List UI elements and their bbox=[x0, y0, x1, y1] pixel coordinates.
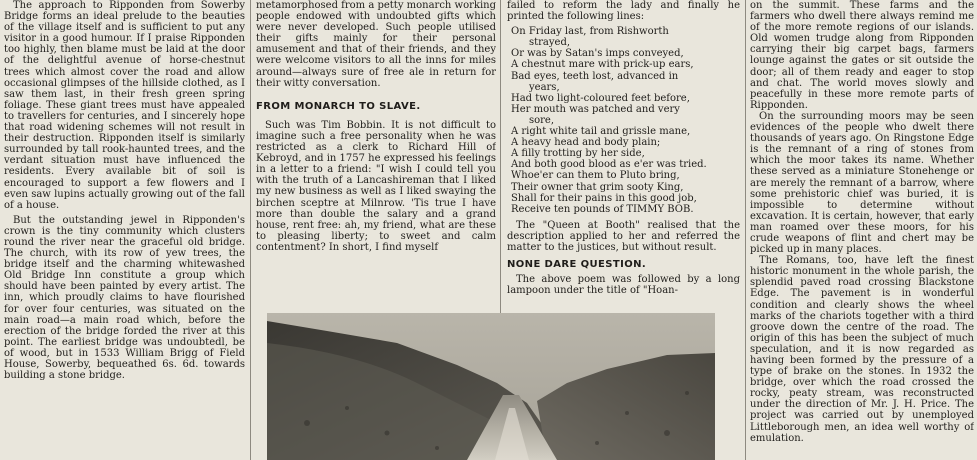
poem-line: years, bbox=[529, 81, 560, 93]
column-divider bbox=[250, 0, 251, 460]
section-heading: FROM MONARCH TO SLAVE. bbox=[256, 100, 421, 112]
poem-line: And both good blood as e'er was tried. bbox=[511, 159, 707, 171]
col2-paragraph: metamorphosed from a petty monarch working people endowed with undoubted gifts which were never developed. Such people utilised their gifts mainly for their personal amusement and that of their friends, and they were welcome visitors to all the inns for miles around—always sure of free ale in return for their witty conversation. bbox=[256, 0, 496, 89]
poem-line: A chestnut mare with prick-up ears, bbox=[511, 59, 694, 71]
moorland-photograph bbox=[267, 313, 715, 460]
poem-line: strayed, bbox=[529, 37, 571, 49]
col2-paragraph: Such was Tim Bobbin. It is not difficult to imagine such a free personality when he was restricted as a clerk to Richard Hill of Kebroyd, and in 1757 he expressed his feelings in a letter to a friend: "I wish I could tell you with the truth of a Lancashireman that I liked my new business as well as I liked swaying the birchen sceptre at Milnrow. 'Tis true I have more than double the salary and a grand house, rent free: ah, my friend, what are these to pleasing liberty; to sweet and calm contentment? In short, I find myself bbox=[256, 119, 496, 253]
column-divider bbox=[500, 0, 501, 313]
poem-line: sore, bbox=[529, 114, 555, 126]
col4-paragraph: The Romans, too, have left the finest historic monument in the whole parish, the splendid paved road crossing Blackstone Edge. The pavement is in wonderful condition and clearly shows the wheel marks of the chariots together with a third groove down the centre of the road. The origin of this has been the subject of much speculation, and it is now regarded as having been formed by the pressure of a type of brake on the stones. In 1932 the bridge, over which the road crossed the rocky, peaty stream, was reconstructed under the direction of Mr. J. H. Price. The project was carried out by unemployed Littleborough men, an idea well worthy of emulation. bbox=[750, 255, 974, 444]
col3-paragraph: The above poem was followed by a long lampoon under the title of "Hoan- bbox=[507, 274, 740, 297]
poem-line: A heavy head and body plain; bbox=[511, 137, 661, 149]
col4-paragraph: on the summit. These farms and the farmers who dwell there always remind me of the more remote regions of our islands. Old women trudge along from Ripponden carrying their big carpet bags, farmers lounge against the gates or sit outside the door; all of them ready and eager to stop and chat. The world moves slowly and peacefully in these more remote parts of Ripponden. bbox=[750, 0, 974, 111]
column-1 bbox=[4, 0, 245, 460]
poem-line: Their owner that grim sooty King, bbox=[511, 181, 684, 193]
poem-line: Or was by Satan's imps conveyed, bbox=[511, 48, 684, 60]
section-heading: NONE DARE QUESTION. bbox=[507, 259, 647, 271]
poem-line: A right white tail and grissle mane, bbox=[511, 126, 691, 138]
poem-line: Her mouth was patched and very bbox=[511, 103, 680, 115]
column-3 bbox=[507, 0, 740, 313]
col3-paragraph: The "Queen at Booth" realised that the description applied to her and referred the matter to the justices, but without result. bbox=[507, 219, 740, 253]
col1-paragraph: But the outstanding jewel in Ripponden's crown is the tiny community which clusters round the river near the graceful old bridge. The church, with its row of yew trees, the bridge itself and the charming whitewashed Old Bridge Inn constitute a group which should have been painted by every artist. The inn, which proudly claims to have flourished for over four centuries, was situated on the main road—a main road which, before the erection of the bridge forded the river at this point. The earliest bridge was undoubtedl, be of wood, but in 1533 William Brigg of Field House, Sowerby, bequeathed 6s. 6d. towards building a stone bridge. bbox=[4, 214, 245, 382]
column-4 bbox=[750, 0, 974, 460]
poem-line: Whoe'er can them to Pluto bring, bbox=[511, 170, 680, 182]
col1-paragraph: The approach to Ripponden from Sowerby Bridge forms an ideal prelude to the beauties of the village itself and is sufficient to put any visitor in a good humour. If I praise Ripponden too highly, then blame must be laid at the door of the delightful avenue of horse-chestnut trees which almost cover the road and allow occasional glimpses of the hillside clothed, as I saw them last, in their fresh green spring foliage. These giant trees must have appealed to travellers for centuries, and I sincerely hope that road widening schemes will not result in their destruction. Ripponden itself is similarly surrounded by tall rook-haunted trees, and the verdant situation must have influenced the residents. Every available bit of soil is encouraged to support a few flowers and I even saw lupins actually growing out of the fall of a house. bbox=[4, 0, 245, 211]
poem bbox=[507, 26, 740, 215]
photograph-image bbox=[267, 313, 715, 460]
col4-paragraph: On the surrounding moors may be seen evidences of the people who dwelt there thousands of years ago. On Ringstone Edge is the remnant of a ring of stones from which the moor takes its name. Whether these served as a miniature Stonehenge or are merely the remnant of a barrow, where some prehistoric chief was buried, it is impossible to determine without excavation. It is certain, however, that early man roamed over these moors, for his crude weapons of flint and chert may be picked up in many places. bbox=[750, 110, 974, 256]
poem-line: Shall for their pains in this good job, bbox=[511, 192, 697, 204]
poem-line: Bad eyes, teeth lost, advanced in bbox=[511, 70, 679, 82]
poem-line: Receive ten pounds of TIMMY BOB. bbox=[511, 203, 694, 215]
col3-paragraph: failed to reform the lady and finally he printed the following lines: bbox=[507, 0, 740, 23]
column-divider bbox=[745, 0, 746, 460]
poem-line: On Friday last, from Rishworth bbox=[511, 26, 669, 38]
poem-line: Had two light-coloured feet before, bbox=[511, 92, 690, 104]
poem-line: A filly trotting by her side, bbox=[511, 148, 645, 160]
